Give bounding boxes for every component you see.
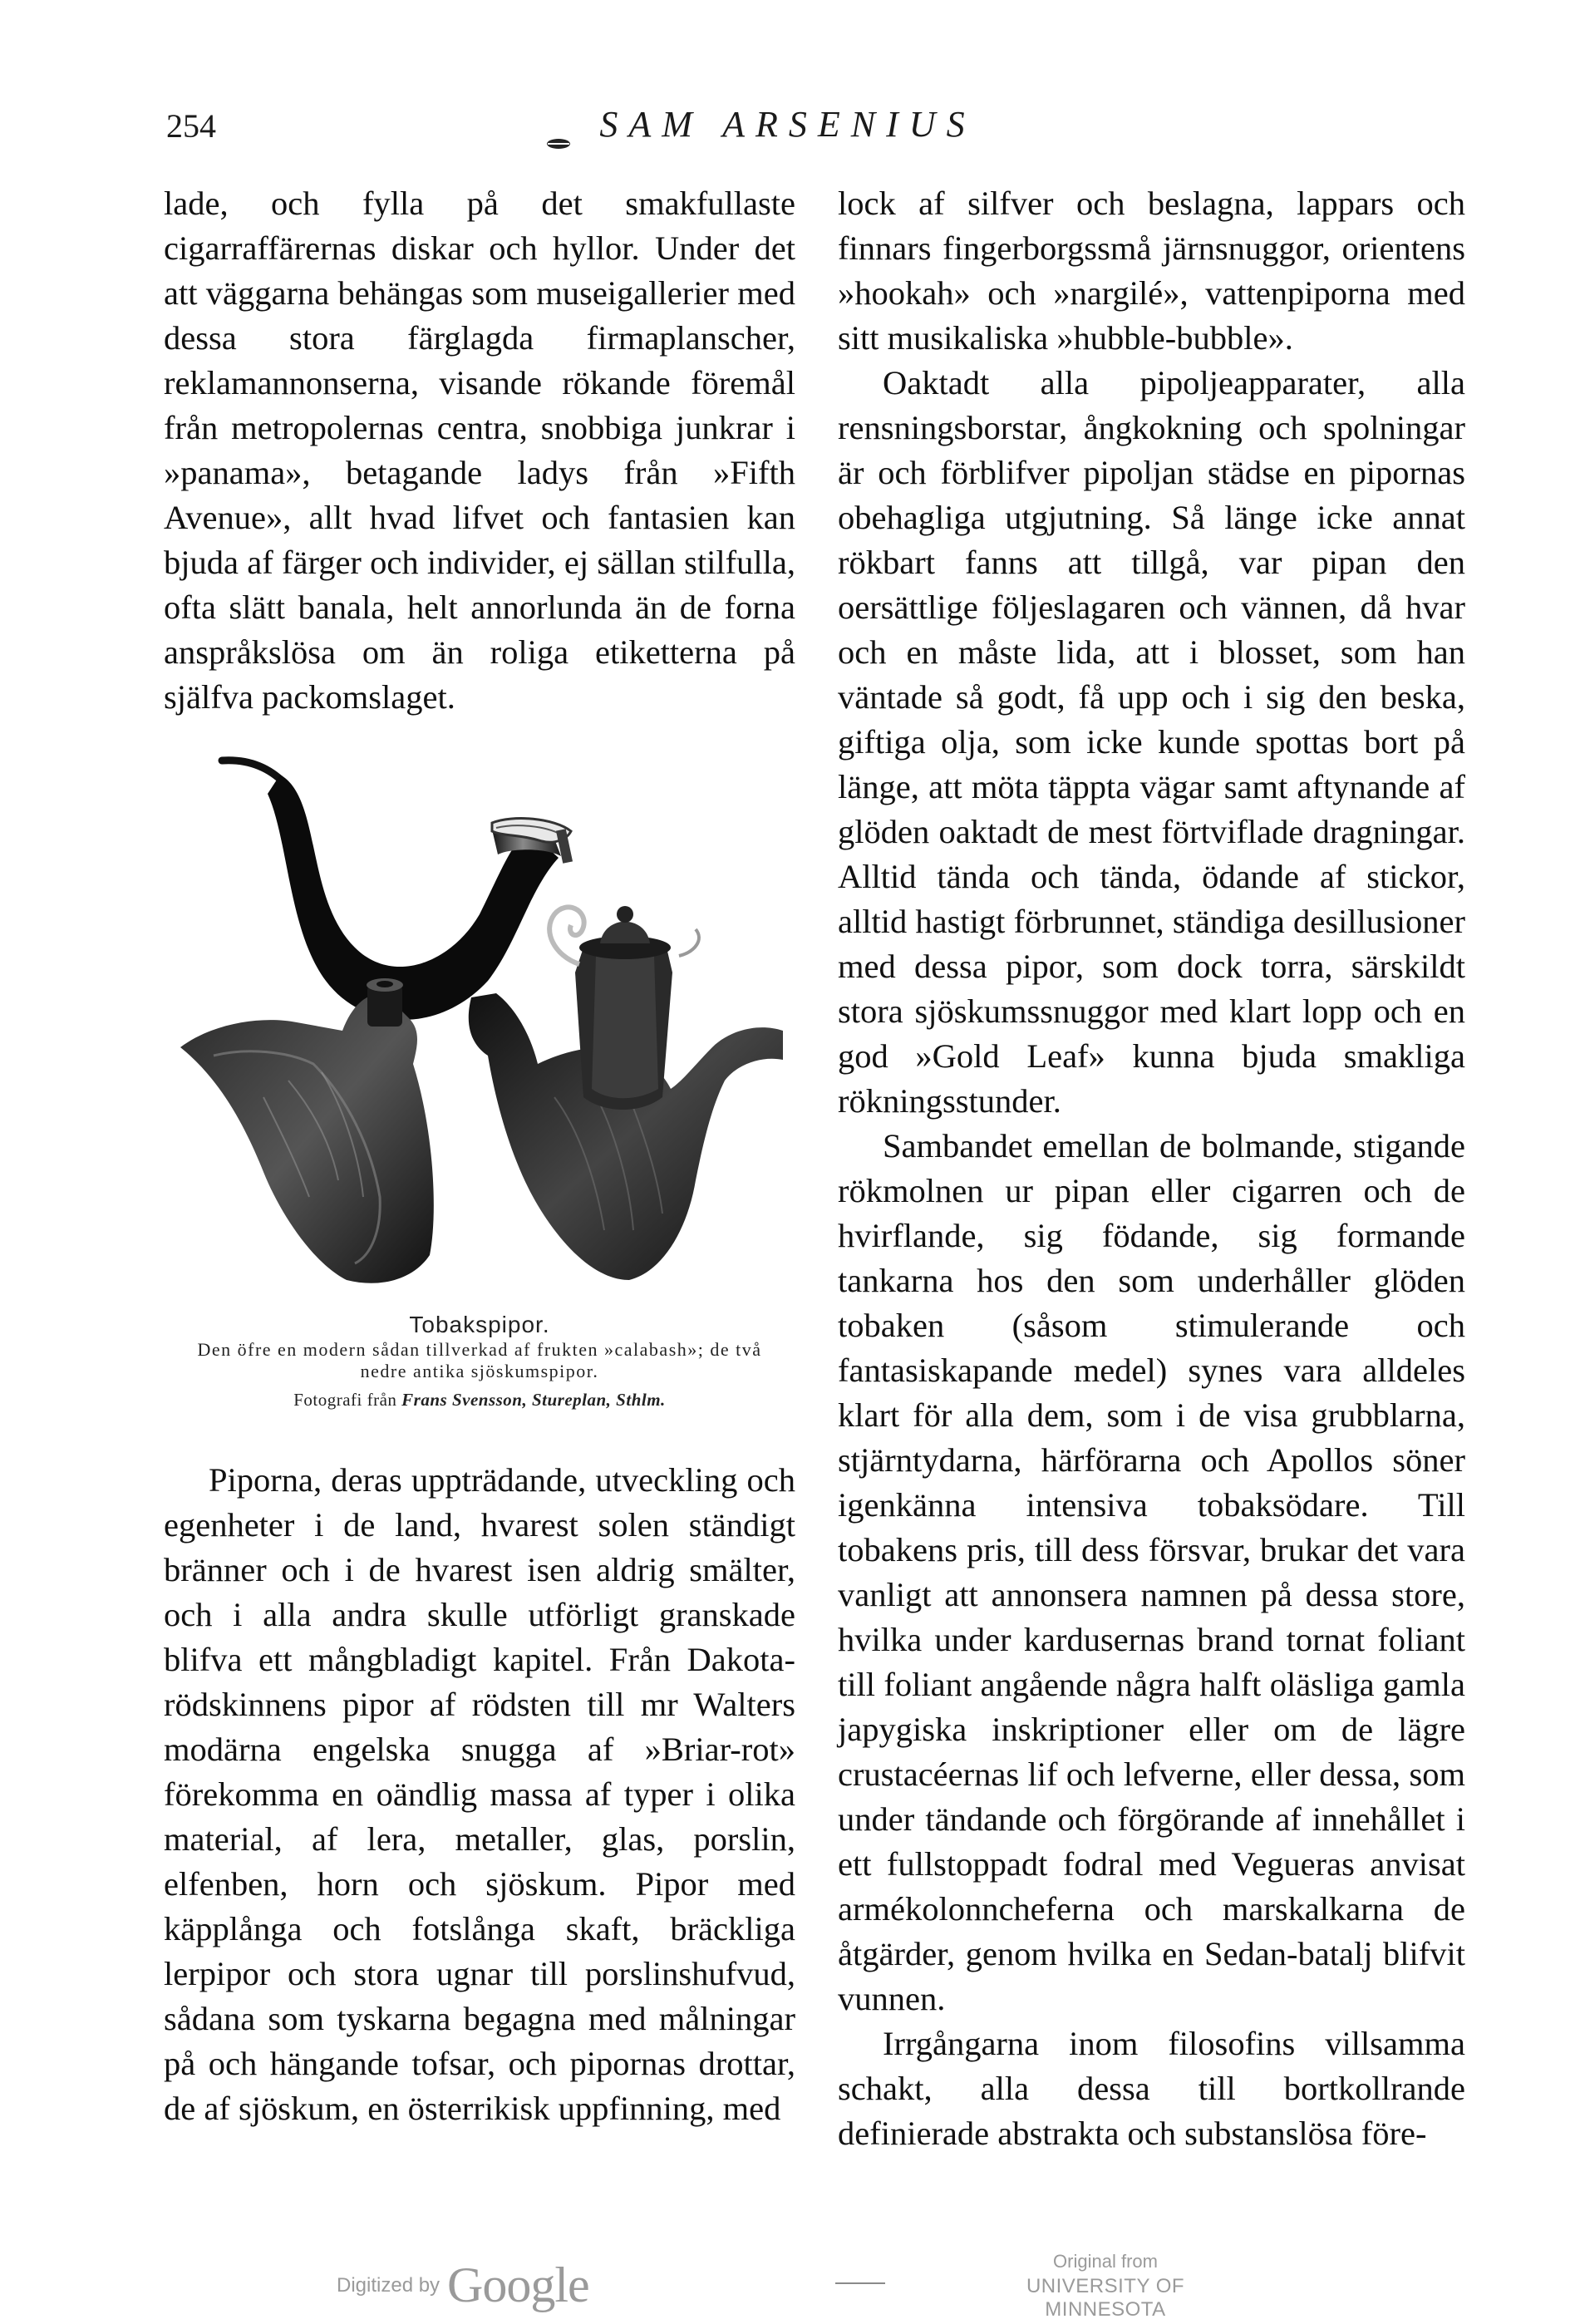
- figure-caption: [164, 1311, 795, 1412]
- printer-ornament-icon: [544, 136, 573, 151]
- meerschaum-pipe-right-icon: [469, 906, 783, 1280]
- running-title: SAM ARSENIUS: [599, 104, 976, 145]
- pipe-photographs: [164, 748, 795, 1338]
- left-column-paragraph: lade, och fylla på det smakfullaste cigarraffärernas diskar och hyllor. Under det att väggarna behängas som museigallerier med dessa stora färglagda firmaplanscher, reklamannonserna, visande rökande föremål från metropolernas centra, snobbiga junkrar i »panama», betagande ladys från »Fifth Avenue», allt hvad lifvet och fantasien kan bjuda af färger och individer, ej sällan stilfulla, ofta slätt banala, helt annorlunda än de forna anspråkslösa om än roliga etiketterna på själfva packomslaget.: [164, 185, 795, 716]
- photo-credit-prefix: Fotografi från: [293, 1390, 397, 1410]
- meerschaum-pipe-left-icon: [180, 978, 434, 1283]
- digitized-by-label: Digitized by: [337, 2274, 441, 2297]
- original-source-label: UNIVERSITY OF MINNESOTA: [1026, 2275, 1185, 2321]
- left-column-top: [164, 181, 795, 720]
- photo-credit: [164, 1387, 795, 1412]
- caption-description: Den öfre en modern sådan tillverkad af frukten »calabash»; de två nedre antika sjöskumspipor.: [197, 1339, 762, 1381]
- right-column-paragraph: Oaktadt alla pipoljeapparater, alla rensningsborstar, ångkokning och spolningar är och förblifver pipoljan städse en pipornas obehagliga utgjutning. Så länge icke annat rökbart fanns att tillgå, var pipan den oersättlige följeslagaren och vännen, då hvar och en måste lida, att i blosset, som han väntade så godt, få upp och i sig den beska, giftiga olja, som icke kunde spottas bort på länge, att möta täppta vägar samt aftynande af glöden oaktadt de mest förtviflade dragningar. Alltid tända och tända, ödande af stickor, alltid hastigt förbrunnet, ständiga desillusioner med dessa pipor, som dock torra, särskildt stora sjöskumssnuggor med klart lopp och en god »Gold Leaf» kunna bjuda smakliga rökningsstunder.: [838, 364, 1465, 1120]
- right-column-paragraph: Irrgångarna inom filosofins villsamma schakt, alla dessa till bortkollrande definierade abstrakta och substanslösa före-: [838, 2025, 1465, 2152]
- right-column-paragraph: Sambandet emellan de bolmande, stigande rökmolnen ur pipan eller cigarren och de hvirflande, sig födande, sig formande tankarna hos den som underhåller glöden tobaken (såsom stimulerande och fantasiskapande medel) synes vara alldeles klart för alla dem, som i de visa grubblarna, stjärntydarna, härförarna och Apollos söner igenkänna intensiva tobaksödare. Till tobakens pris, till dess försvar, brukar det vara vanligt att annonsera namnen på dessa store, hvilka under kardusernas brand tornat foliant till foliant angående några halft oläsliga gamla japygiska inskriptioner eller om de lägre crustacéernas lif och lefverne, eller dessa, som under tändande och förgörande af innehållet i ett fullstoppadt fodral med Vegueras anvisat armékolonncheferna och marskalkarna de åtgärder, genom hvilka en Sedan-batalj blifvit vunnen.: [838, 1127, 1465, 2017]
- photo-credit-source: Frans Svensson, Stureplan, Sthlm.: [401, 1390, 666, 1410]
- right-column-paragraph: lock af silfver och beslagna, lappars och finnars fingerborgssmå järnsnuggor, orientens »hookah» och »nargilé», vattenpiporna med sitt musikaliska »hubble-bubble».: [838, 185, 1465, 357]
- left-column-paragraph: Piporna, deras uppträdande, utveckling och egenheter i de land, hvarest solen ständigt bränner och i de hvarest isen aldrig smälter, och i alla andra skulle utförligt granskade blifva ett mångbladigt kapitel. Från Dakota-rödskinnens pipor af rödsten till mr Walters modärna engelska snugga af »Briar-rot» förekomma en oändlig massa af typer i olika material, af lera, metaller, glas, porslin, elfenben, horn och sjöskum. Pipor med käpplånga och fotslånga skaft, bräckliga lerpipor och stora ugnar till porslinshufvud, sådana som tyskarna begagna med målningar på och hängande tofsar, och pipornas drottar, de af sjöskum, en österrikisk uppfinning, med: [164, 1461, 795, 2127]
- google-logo: Google: [447, 2258, 589, 2312]
- footer-divider: [835, 2282, 885, 2284]
- caption-title: Tobakspipor.: [409, 1312, 550, 1337]
- page-number: 254: [166, 107, 216, 145]
- right-column: [838, 181, 1465, 2156]
- pipe-illustration: [164, 748, 795, 1338]
- original-from-label: Original from: [1053, 2251, 1158, 2272]
- left-column-bottom: [164, 1458, 795, 2131]
